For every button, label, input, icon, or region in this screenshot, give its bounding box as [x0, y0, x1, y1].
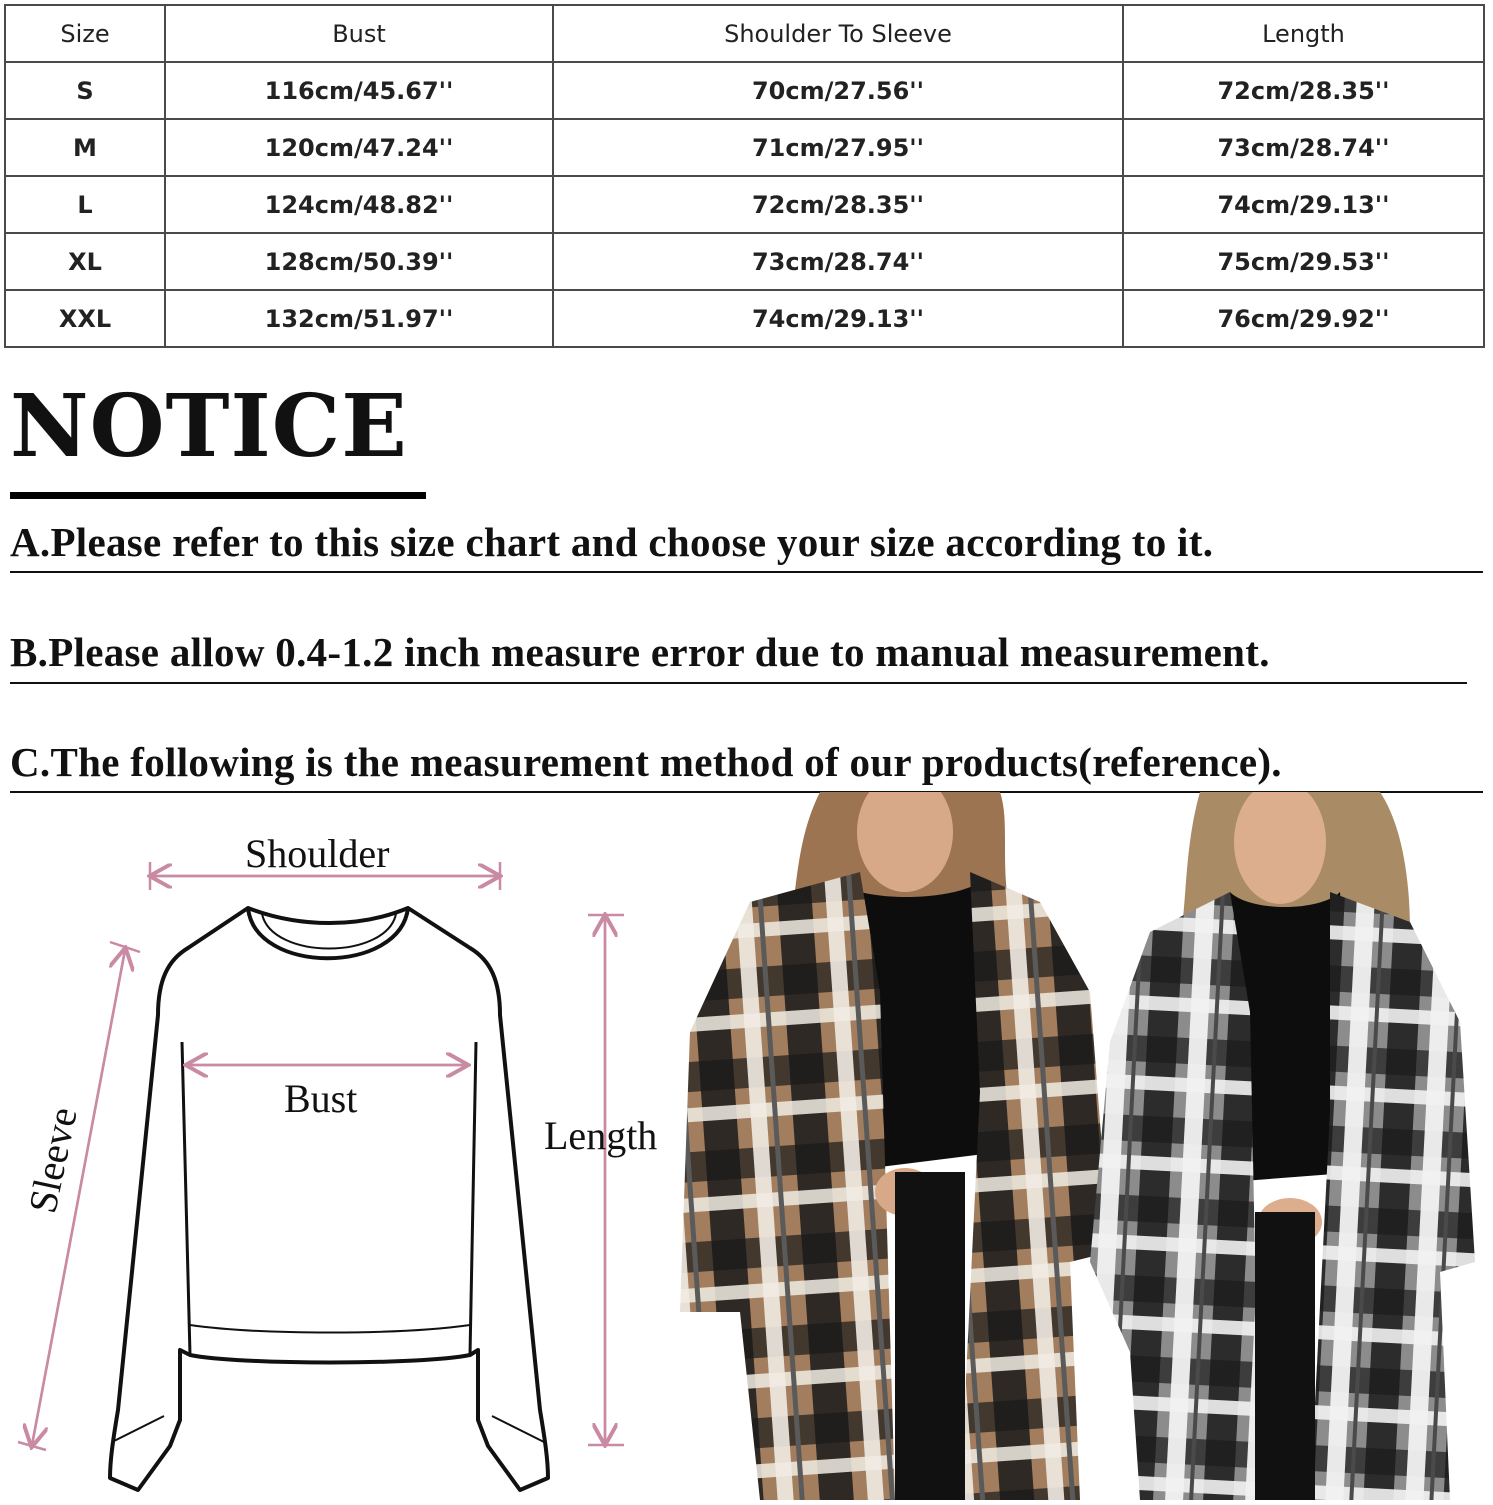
- notice-item-b: B.Please allow 0.4-1.2 inch measure error due to manual measurement.: [10, 629, 1270, 675]
- notice-item-a: A.Please refer to this size chart and choose your size according to it.: [10, 519, 1214, 565]
- length-label: Length: [544, 1113, 658, 1158]
- table-cell: 71cm/27.95'': [553, 119, 1123, 176]
- grey-plaid-jacket-photo: [1080, 792, 1493, 1500]
- table-cell: 120cm/47.24'': [165, 119, 553, 176]
- table-row: [5, 290, 1484, 347]
- header-bust: Bust: [165, 5, 553, 62]
- table-cell: 132cm/51.97'': [165, 290, 553, 347]
- header-size: Size: [5, 5, 165, 62]
- header-length: Length: [1123, 5, 1484, 62]
- table-row: [5, 119, 1484, 176]
- notice-item-a-underline: [10, 571, 1483, 573]
- table-row: [5, 62, 1484, 119]
- notice-item-b-underline: [10, 682, 1467, 684]
- table-cell: XXL: [5, 290, 165, 347]
- header-shoulder-to-sleeve: Shoulder To Sleeve: [553, 5, 1123, 62]
- table-cell: 70cm/27.56'': [553, 62, 1123, 119]
- table-header-row: [5, 5, 1484, 62]
- table-cell: M: [5, 119, 165, 176]
- notice-underline: [10, 492, 426, 499]
- size-chart-table: [4, 4, 1485, 348]
- table-row: [5, 176, 1484, 233]
- table-cell: 72cm/28.35'': [1123, 62, 1484, 119]
- table-cell: XL: [5, 233, 165, 290]
- table-cell: 73cm/28.74'': [553, 233, 1123, 290]
- table-cell: L: [5, 176, 165, 233]
- table-cell: 116cm/45.67'': [165, 62, 553, 119]
- table-cell: 128cm/50.39'': [165, 233, 553, 290]
- brown-plaid-jacket-photo: [680, 792, 1110, 1500]
- model-image-brown: [680, 792, 1110, 1500]
- measurement-diagram: [0, 800, 700, 1500]
- model-image-grey: [1080, 792, 1493, 1500]
- notice-item-c: C.The following is the measurement method of our products(reference).: [10, 739, 1282, 785]
- table-cell: S: [5, 62, 165, 119]
- table-cell: 76cm/29.92'': [1123, 290, 1484, 347]
- table-cell: 73cm/28.74'': [1123, 119, 1484, 176]
- table-cell: 74cm/29.13'': [553, 290, 1123, 347]
- notice-title: NOTICE: [10, 376, 408, 477]
- bust-label: Bust: [284, 1076, 358, 1121]
- table-row: [5, 233, 1484, 290]
- table-cell: 124cm/48.82'': [165, 176, 553, 233]
- table-cell: 72cm/28.35'': [553, 176, 1123, 233]
- shoulder-label: Shoulder: [245, 831, 390, 876]
- sleeve-label: Sleeve: [19, 1103, 86, 1217]
- table-cell: 74cm/29.13'': [1123, 176, 1484, 233]
- table-cell: 75cm/29.53'': [1123, 233, 1484, 290]
